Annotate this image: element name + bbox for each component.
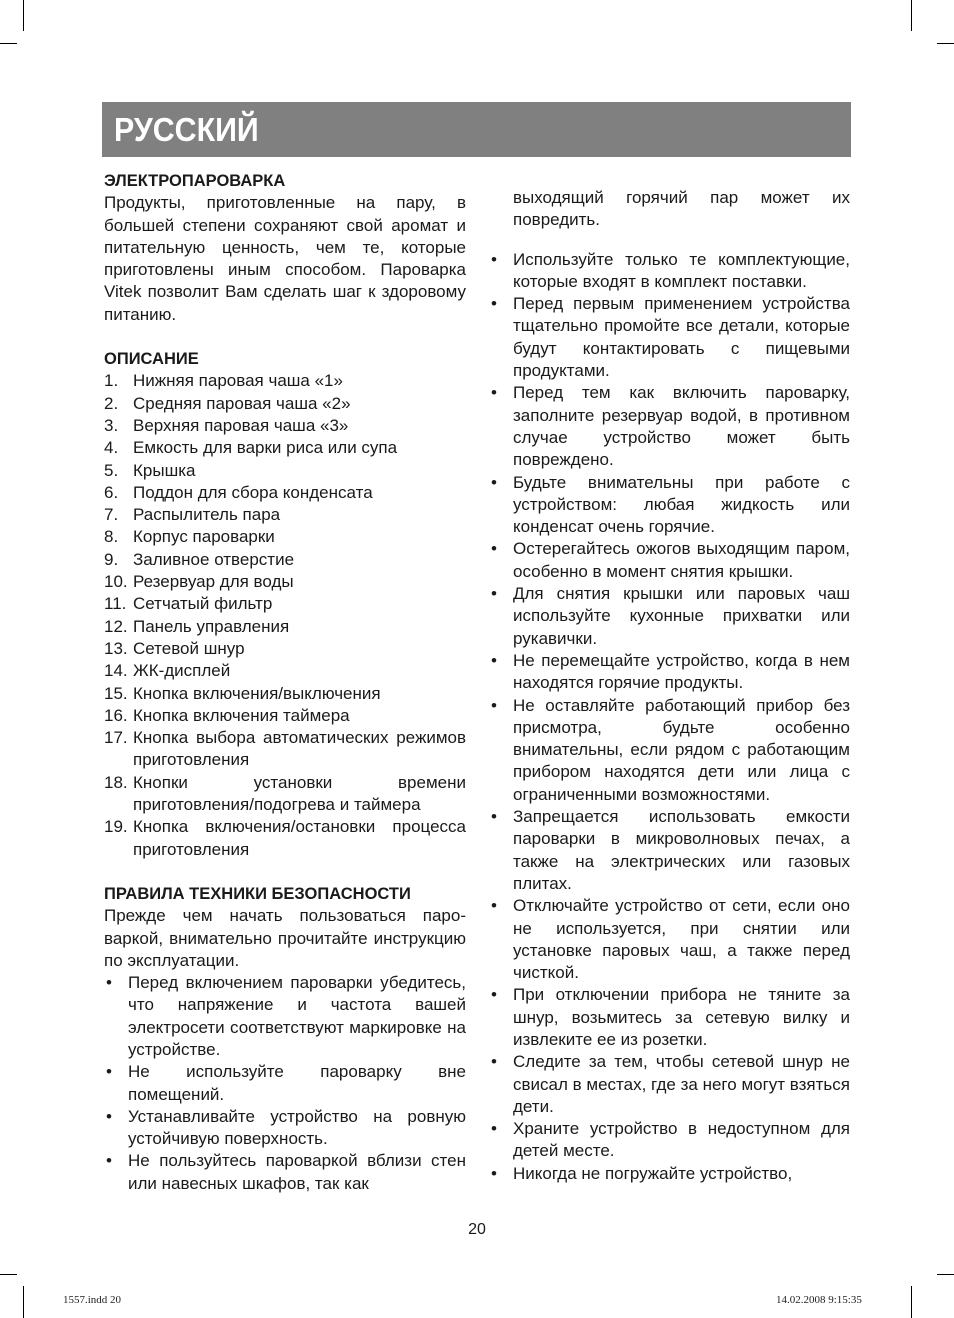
bullet-icon: •	[491, 807, 497, 827]
bullet-text: Не перемещайте устройство, когда в нем находятся горячие продукты.	[513, 650, 850, 693]
list-item-number: 1.	[104, 371, 119, 391]
list-item	[104, 593, 466, 615]
safety-list-right	[489, 249, 850, 1185]
list-item-number: 16.	[104, 705, 128, 725]
list-item-text: Кнопки установки времени приготовления/подогрева и таймера	[133, 772, 466, 815]
list-item-text: Сетчатый фильтр	[133, 594, 273, 614]
list-item-text: Крышка	[133, 460, 196, 480]
bullet-icon: •	[491, 294, 497, 314]
list-item	[104, 638, 466, 660]
list-item-number: 17.	[104, 728, 128, 748]
list-item	[104, 393, 466, 415]
crop-mark	[911, 0, 912, 31]
bullet-item	[489, 538, 850, 583]
bullet-text: Перед включением пароварки убедитесь, что напряжение и частота вашей электросети соответствуют маркировке на устройстве.	[128, 973, 466, 1059]
bullet-text: Будьте внимательны при работе с устройством: любая жидкость или конденсат очень горячие.	[513, 472, 850, 537]
list-item-number: 15.	[104, 683, 128, 703]
list-item-text: Кнопка включения/выключения	[133, 683, 381, 703]
bullet-text: Храните устройство в недоступном для детей месте.	[513, 1119, 850, 1161]
list-item	[104, 504, 466, 526]
bullet-text: При отключении прибора не тяните за шнур, возьмитесь за сетевую вилку и извлеките ее из розетки.	[513, 985, 850, 1049]
list-item-number: 11.	[104, 594, 127, 614]
list-item-number: 7.	[104, 505, 119, 525]
intro-paragraph: Продукты, приготовленные на пару, в большей степени сохраняют свой аромат и питательную ценность, чем те, которые приготовлены иным способом. Пароварка Vitek позволит Вам сделать шаг к здоровому питанию.	[104, 193, 466, 324]
parts-list	[104, 370, 466, 861]
bullet-text: Перед тем как включить пароварку, заполните резервуар водой, в противном случае устройство может быть повреждено.	[513, 383, 850, 470]
bullet-item	[489, 1118, 850, 1163]
list-item-number: 3.	[104, 415, 119, 435]
crop-mark	[937, 43, 954, 44]
list-item	[104, 370, 466, 392]
bullet-icon: •	[491, 383, 497, 403]
bullet-icon: •	[491, 1052, 497, 1072]
bullet-icon: •	[491, 472, 497, 492]
list-item	[104, 660, 466, 682]
bullet-item	[489, 1163, 850, 1185]
list-item-text: Поддон для сбора конденсата	[133, 482, 373, 502]
list-item-text: Кнопка включения/остановки процесса приготовления	[133, 817, 466, 859]
list-item-number: 5.	[104, 460, 119, 480]
bullet-icon: •	[491, 584, 497, 604]
bullet-text: Устанавливайте устройство на ровную устойчивую поверхность.	[128, 1106, 466, 1149]
bullet-text: Перед первым применением устройства тщательно промойте все детали, которые будут контактировать с пищевыми продуктами.	[513, 294, 850, 381]
list-item-text: Резервуар для воды	[133, 572, 294, 592]
crop-mark	[911, 1286, 912, 1318]
bullet-item	[489, 1051, 850, 1118]
list-item-number: 12.	[104, 616, 128, 636]
bullet-item	[489, 650, 850, 695]
right-column	[489, 170, 850, 1185]
bullet-item	[104, 1061, 466, 1106]
bullet-item	[489, 806, 850, 895]
bullet-item	[104, 1106, 466, 1151]
language-header-bar	[102, 102, 851, 157]
list-item-number: 14.	[104, 661, 128, 681]
list-item	[104, 415, 466, 437]
list-item	[104, 727, 466, 772]
list-item-number: 9.	[104, 549, 119, 569]
list-item	[104, 616, 466, 638]
list-item-text: Кнопка выбора автоматических режимов приготовления	[133, 728, 466, 770]
bullet-item	[489, 293, 850, 382]
bullet-icon: •	[106, 973, 112, 993]
list-item-text: Средняя паровая чаша «2»	[133, 393, 351, 413]
list-item-text: Емкость для варки риса или супа	[133, 438, 398, 458]
bullet-icon: •	[491, 650, 497, 670]
bullet-text: Остерегайтесь ожогов выходящим паром, особенно в момент снятия крышки.	[513, 539, 850, 581]
bullet-item	[104, 1150, 466, 1195]
list-item	[104, 482, 466, 504]
bullet-text: Используйте только те комплектующие, которые входят в комплект поставки.	[513, 249, 850, 291]
list-item-number: 18.	[104, 772, 128, 792]
list-item-text: Панель управления	[133, 616, 290, 636]
bullet-icon: •	[491, 539, 497, 559]
bullet-icon: •	[491, 1163, 497, 1183]
bullet-text: Отключайте устройство от сети, если оно не используется, при снятии или установке паровых чаш, а также перед чисткой.	[513, 896, 850, 983]
list-item-number: 19.	[104, 817, 128, 837]
list-item	[104, 772, 466, 817]
bullet-icon: •	[491, 896, 497, 916]
list-item	[104, 460, 466, 482]
bullet-text: Не оставляйте работающий прибор без присмотра, будьте особенно внимательны, если рядом с работающим прибором находятся дети или лица с ограниченными возможностями.	[513, 695, 850, 804]
bullet-text: Следите за тем, чтобы сетевой шнур не свисал в местах, где за него могут взяться дети.	[513, 1052, 850, 1116]
safety-intro: Прежде чем начать пользоваться паро-варкой, внимательно прочитайте инструкцию по эксплуатации.	[104, 906, 466, 970]
bullet-icon: •	[106, 1106, 112, 1126]
section-heading-description: ОПИСАНИЕ	[104, 350, 199, 369]
bullet-text: Никогда не погружайте устройство,	[513, 1163, 793, 1183]
section-heading-steamer: ЭЛЕКТРОПАРОВАРКА	[104, 172, 286, 190]
bullet-text: Не пользуйтесь пароваркой вблизи стен или навесных шкафов, так как	[128, 1151, 466, 1193]
crop-mark	[937, 1274, 954, 1275]
bullet-item	[489, 895, 850, 984]
crop-mark	[0, 1274, 17, 1275]
page-number: 20	[468, 1221, 486, 1238]
list-item-number: 8.	[104, 527, 119, 547]
bullet-text: Для снятия крышки или паровых чаш используйте кухонные прихватки или рукавички.	[513, 584, 850, 648]
list-item-text: Корпус пароварки	[133, 527, 275, 547]
bullet-item	[104, 972, 466, 1061]
left-column	[104, 170, 466, 1195]
print-slug-file: 1557.indd 20	[63, 1294, 122, 1306]
list-item-text: Нижняя паровая чаша «1»	[133, 371, 343, 391]
list-item-text: ЖК-дисплей	[133, 661, 231, 681]
bullet-icon: •	[491, 985, 497, 1005]
list-item-text: Кнопка включения таймера	[133, 705, 350, 725]
bullet-item	[489, 249, 850, 294]
bullet-item	[489, 695, 850, 806]
list-item	[104, 571, 466, 593]
bullet-icon: •	[106, 1151, 112, 1171]
crop-mark	[23, 0, 24, 31]
list-item-text: Верхняя паровая чаша «3»	[133, 415, 349, 435]
bullet-item	[489, 984, 850, 1051]
list-item-number: 10.	[104, 572, 128, 592]
section-heading-safety: ПРАВИЛА ТЕХНИКИ БЕЗОПАСНОСТИ	[104, 884, 411, 903]
bullet-icon: •	[491, 1119, 497, 1139]
bullet-item	[489, 583, 850, 650]
print-slug-timestamp: 14.02.2008 9:15:35	[776, 1294, 862, 1306]
list-item-number: 13.	[104, 638, 128, 658]
crop-mark	[23, 1286, 24, 1318]
list-item-number: 6.	[104, 482, 119, 502]
bullet-icon: •	[106, 1062, 112, 1082]
list-item	[104, 549, 466, 571]
list-item-number: 2.	[104, 393, 119, 413]
safety-list-left	[104, 972, 466, 1195]
continued-text: выходящий горячий пар может их повредить.	[513, 188, 850, 230]
list-item	[104, 816, 466, 861]
list-item-number: 4.	[104, 438, 119, 458]
list-item	[104, 437, 466, 459]
list-item-text: Заливное отверстие	[133, 549, 295, 569]
list-item	[104, 705, 466, 727]
list-item-text: Сетевой шнур	[133, 638, 245, 658]
bullet-item	[489, 472, 850, 539]
list-item-text: Распылитель пара	[133, 505, 281, 525]
list-item	[104, 526, 466, 548]
bullet-icon: •	[491, 249, 497, 269]
bullet-item	[489, 382, 850, 471]
bullet-text: Не используйте пароварку вне помещений.	[128, 1062, 466, 1104]
bullet-icon: •	[491, 695, 497, 715]
list-item	[104, 683, 466, 705]
language-title: РУССКИЙ	[114, 111, 259, 148]
crop-mark	[0, 43, 17, 44]
bullet-text: Запрещается использовать емкости пароварки в микроволновых печах, а также на электрических или газовых плитах.	[513, 807, 850, 893]
